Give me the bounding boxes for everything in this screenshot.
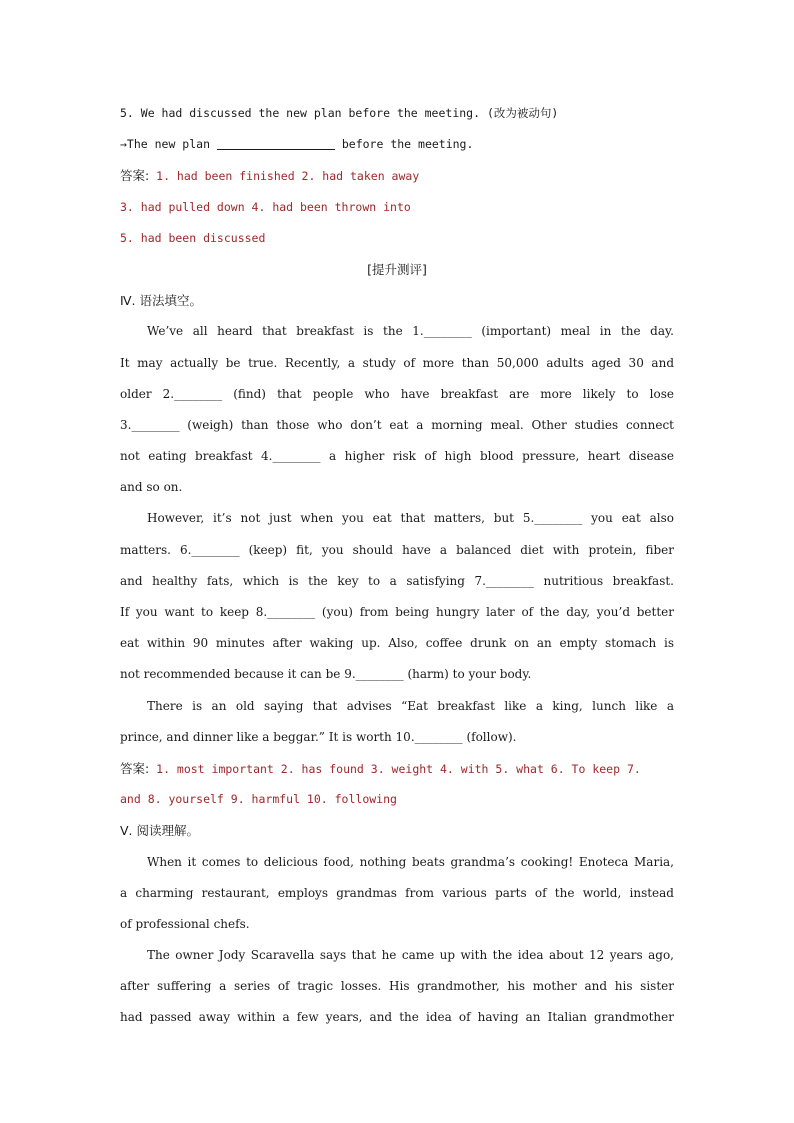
transform-prefix: →The new plan <box>120 137 217 152</box>
answer-label: 答案: <box>120 168 150 184</box>
reading-line: When it comes to delicious food, nothing beats grandma’s cooking! Enoteca Maria, <box>147 854 674 869</box>
document-content <box>120 98 674 1034</box>
reading-heading: Ⅴ. 阅读理解。 <box>120 823 199 839</box>
answers-2-line-1 <box>120 753 674 784</box>
grammar-line: and healthy fats, which is the key to a satisfying 7.________ nutritious breakfast. <box>120 573 674 588</box>
answers-1-line-3: 5. had been discussed <box>120 230 266 245</box>
grammar-line: eat within 90 minutes after waking up. Also, coffee drunk on an empty stomach is <box>120 636 674 651</box>
answers-1-line-2: 3. had pulled down 4. had been thrown into <box>120 199 411 214</box>
grammar-line: If you want to keep 8.________ (you) from being hungry later of the day, you’d better <box>120 605 674 619</box>
answers-1-line-1 <box>120 160 674 191</box>
grammar-line: matters. 6.________ (keep) fit, you should have a balanced diet with protein, fiber <box>120 542 674 557</box>
grammar-line: We’ve all heard that breakfast is the 1.________ (important) meal in the day. <box>147 324 674 339</box>
grammar-line: and so on. <box>120 480 183 495</box>
grammar-line: 3.________ (weigh) than those who don’t eat a morning meal. Other studies connect <box>120 417 674 432</box>
answer-text: 1. most important 2. has found 3. weight 4. with 5. what 6. To keep 7. <box>149 761 641 776</box>
grammar-line: However, it’s not just when you eat that matters, but 5.________ you eat also <box>147 511 674 526</box>
exercise-5-question <box>120 98 674 129</box>
section-heading: [提升测评] <box>367 261 427 277</box>
grammar-line: prince, and dinner like a beggar.” It is worth 10.________ (follow). <box>120 729 517 744</box>
reading-line: after suffering a series of tragic losses. His grandmother, his mother and his sister <box>120 979 674 994</box>
grammar-line: not eating breakfast 4.________ a higher risk of high blood pressure, heart disease <box>120 449 674 464</box>
exercise-5-question-text: 5. We had discussed the new plan before the meeting. (改为被动句) <box>120 106 559 120</box>
reading-line: of professional chefs. <box>120 916 250 931</box>
answers-2-line-2: and 8. yourself 9. harmful 10. following <box>120 792 397 807</box>
reading-line: The owner Jody Scaravella says that he came up with the idea about 12 years ago, <box>147 948 674 963</box>
transform-suffix: before the meeting. <box>334 137 474 152</box>
reading-line: a charming restaurant, employs grandmas from various parts of the world, instead <box>120 885 674 900</box>
grammar-line: not recommended because it can be 9.________ (harm) to your body. <box>120 667 532 682</box>
grammar-line: older 2.________ (find) that people who have breakfast are more likely to lose <box>120 386 674 401</box>
grammar-line: It may actually be true. Recently, a study of more than 50,000 adults aged 30 and <box>120 355 674 370</box>
grammar-heading: Ⅳ. 语法填空。 <box>120 293 202 309</box>
grammar-line: There is an old saying that advises “Eat breakfast like a king, lunch like a <box>147 698 674 713</box>
reading-line: had passed away within a few years, and the idea of having an Italian grandmother <box>120 1010 674 1025</box>
answer-blank <box>217 137 335 150</box>
exercise-5-transform <box>120 129 674 160</box>
answer-text: 1. had been finished 2. had taken away <box>149 169 420 184</box>
answer-label: 答案: <box>120 760 150 776</box>
